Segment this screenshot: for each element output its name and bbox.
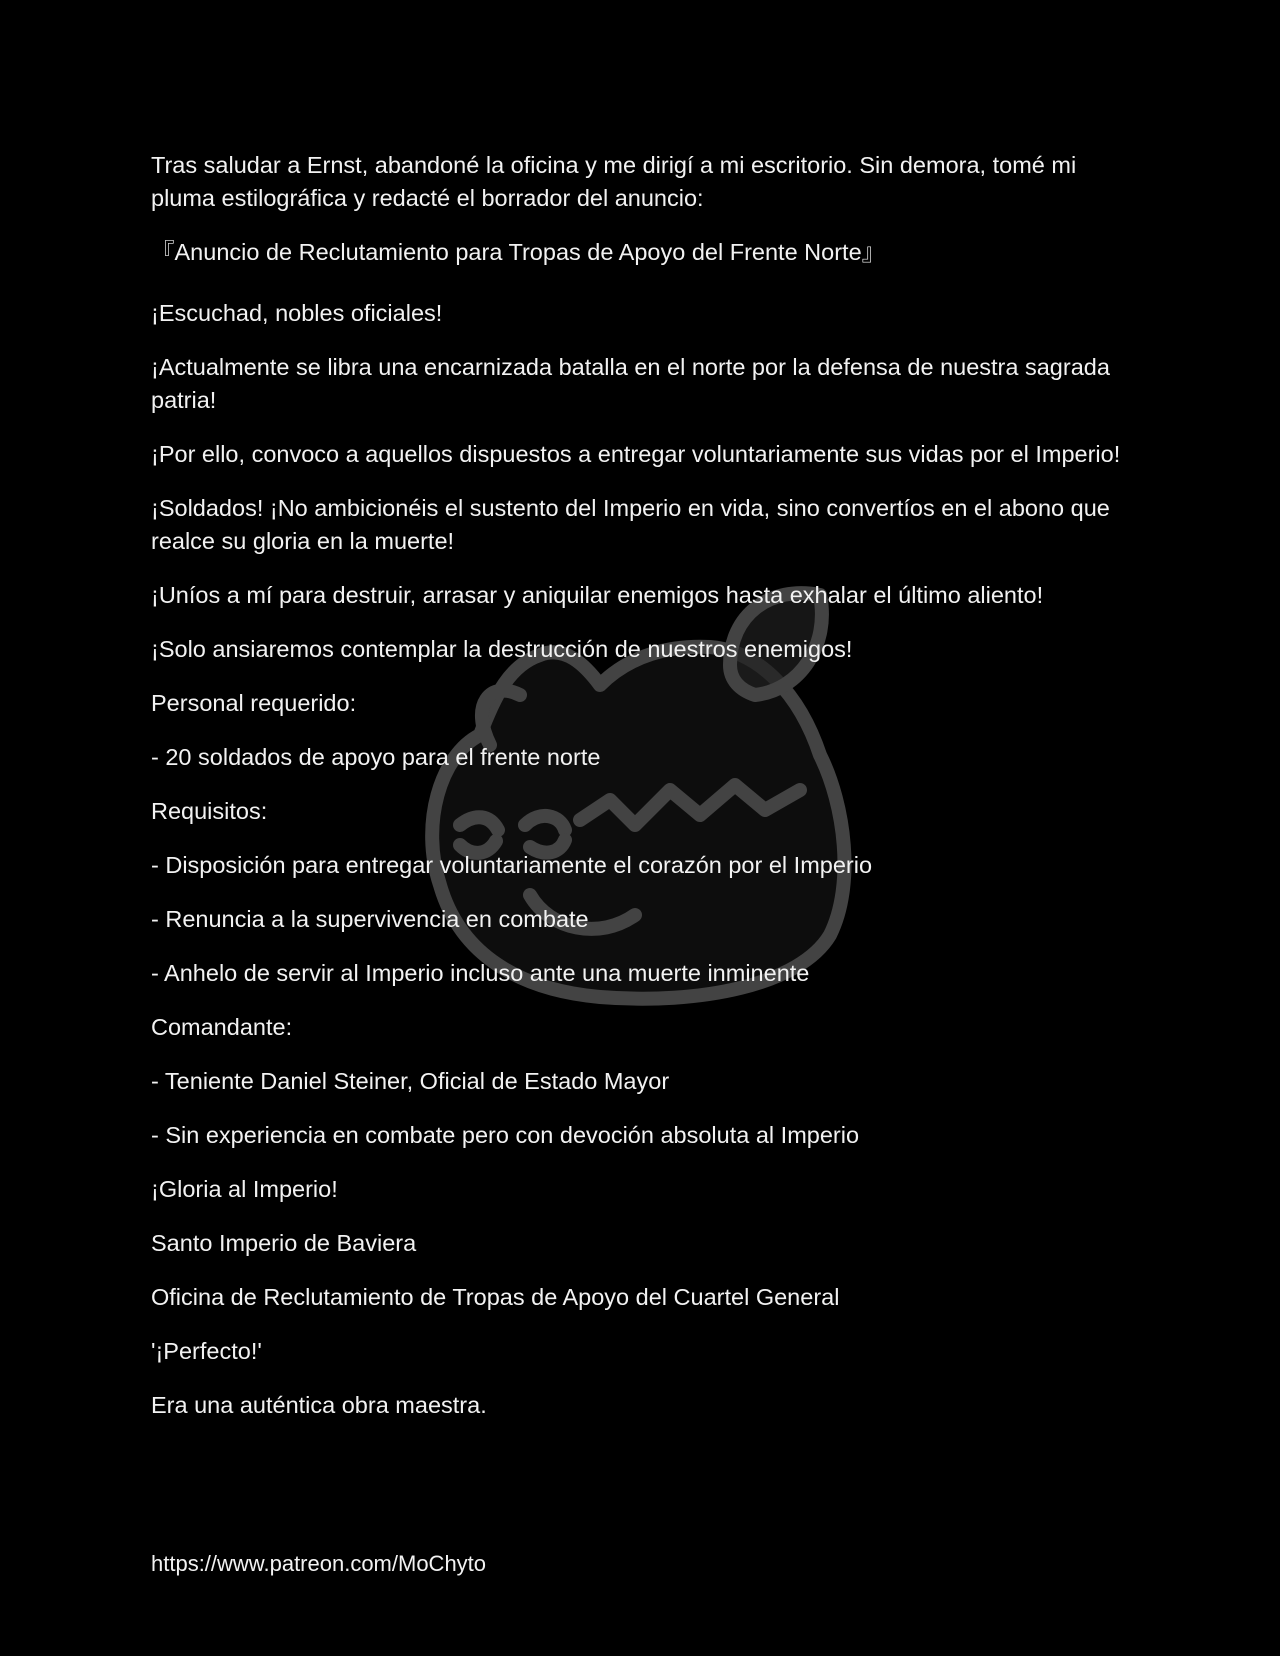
patreon-link[interactable]: https://www.patreon.com/MoChyto — [151, 1551, 487, 1576]
section-heading: Requisitos: — [151, 798, 268, 824]
paragraph: ¡Soldados! ¡No ambicionéis el sustento del Imperio en vida, sino convertíos en el abono que realce su gloria en la muerte! — [151, 495, 1110, 554]
list-item: - Disposición para entregar voluntariamente el corazón por el Imperio — [151, 852, 873, 878]
paragraph-intro: Tras saludar a Ernst, abandoné la oficina y me dirigí a mi escritorio. Sin demora, tomé mi pluma estilográfica y redacté el borrador del anuncio: — [151, 152, 1077, 211]
paragraph: ¡Escuchad, nobles oficiales! — [151, 300, 443, 326]
paragraph: ¡Por ello, convoco a aquellos dispuestos a entregar voluntariamente sus vidas por el Imperio! — [151, 441, 1121, 467]
section-heading: Personal requerido: — [151, 690, 357, 716]
paragraph: '¡Perfecto!' — [151, 1338, 262, 1364]
signature-line: Santo Imperio de Baviera — [151, 1230, 417, 1256]
list-item: - Teniente Daniel Steiner, Oficial de Estado Mayor — [151, 1068, 670, 1094]
paragraph: ¡Uníos a mí para destruir, arrasar y aniquilar enemigos hasta exhalar el último aliento! — [151, 582, 1044, 608]
document-body — [151, 149, 1141, 1443]
list-item: - Renuncia a la supervivencia en combate — [151, 906, 589, 932]
paragraph: ¡Solo ansiaremos contemplar la destrucción de nuestros enemigos! — [151, 636, 853, 662]
signature-line: Oficina de Reclutamiento de Tropas de Apoyo del Cuartel General — [151, 1284, 840, 1310]
paragraph: Era una auténtica obra maestra. — [151, 1392, 487, 1418]
list-item: - Anhelo de servir al Imperio incluso ante una muerte inminente — [151, 960, 810, 986]
list-item: - Sin experiencia en combate pero con devoción absoluta al Imperio — [151, 1122, 860, 1148]
announcement-title: 『Anuncio de Reclutamiento para Tropas de Apoyo del Frente Norte』 — [151, 239, 886, 265]
list-item: - 20 soldados de apoyo para el frente norte — [151, 744, 601, 770]
paragraph: ¡Gloria al Imperio! — [151, 1176, 338, 1202]
section-heading: Comandante: — [151, 1014, 293, 1040]
paragraph: ¡Actualmente se libra una encarnizada batalla en el norte por la defensa de nuestra sagrada patria! — [151, 354, 1110, 413]
